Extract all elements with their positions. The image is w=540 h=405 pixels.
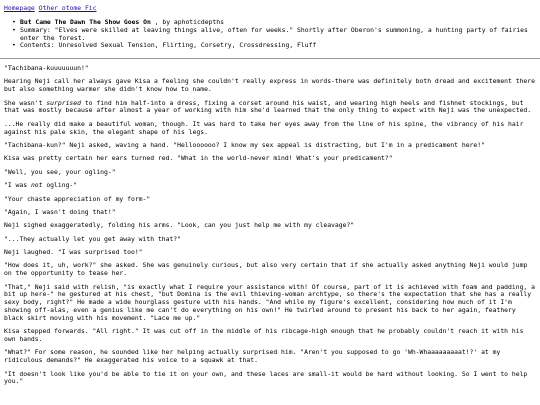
text-run: ogling-" bbox=[42, 181, 78, 190]
text-run: She wasn't bbox=[4, 98, 47, 107]
story-metadata bbox=[20, 19, 530, 50]
paragraph: "It doesn't look like you'd be able to tie it on your own, and these laces are small-it would be hard without looking. So I went to help you." bbox=[4, 369, 528, 386]
contents-text: Unresolved Sexual Tension, Flirting, Corsetry, Crossdressing, Fluff bbox=[58, 41, 317, 50]
homepage-link[interactable]: Homepage bbox=[4, 4, 35, 12]
summary-text: "Elves were skilled at leaving things alive, often for weeks." Shortly after Oberon's summoning, a hunting party of fairies enter the forest. bbox=[20, 25, 528, 42]
paragraph: "Tachibana-kuuuuuuun!" bbox=[4, 64, 89, 72]
paragraph: "Again, I wasn't doing that!" bbox=[4, 207, 116, 216]
author-name: aphoticdepths bbox=[173, 18, 224, 26]
emphasis: not bbox=[30, 181, 43, 190]
divider bbox=[0, 58, 540, 59]
paragraph bbox=[4, 100, 536, 116]
contents-line bbox=[20, 42, 530, 50]
paragraph: "How does it, uh, work?" she asked. She was genuinely curious, but also very certain that if she actually asked anything Neji would jump on the opportunity to tease her. bbox=[4, 261, 528, 278]
other-fic-link[interactable]: Other otome Fic bbox=[38, 4, 97, 12]
summary-line bbox=[20, 27, 530, 43]
paragraph: Kisa stepped forwards. "All right." It was cut off in the middle of his ribcage-high enough that he probably couldn't reach it with his own hands. bbox=[4, 327, 524, 344]
top-nav bbox=[4, 5, 101, 13]
paragraph: Neji sighed exaggeratedly, folding his arms. "Look, can you just help me with my cleavage?" bbox=[4, 221, 355, 230]
summary-label: Summary: bbox=[20, 25, 55, 34]
emphasis: surprised bbox=[46, 98, 81, 107]
paragraph: "Tachibana-kun?" Neji asked, waving a hand. "Helloooooo? I know my sex appeal is distracting, but I'm in a predicament here!" bbox=[4, 140, 485, 149]
paragraph: Neji laughed. "I was surprised too!" bbox=[4, 248, 143, 257]
paragraph: "That," Neji said with relish, "is exactly what I require your assistance with! Of course, part of it is achieved with foam and padding, a bit up here-" he gestured at his chest, "but Domina is the evil thieving-woman archtype, so there's the expectation that she has a really sexy body, right?" He made a wide hourglass gesture with his hands. "And while my figure's excellent, considering how much of it I'm showing off-alas, even a genius like me can't do everything on his own!" He twirled around to present his back to her again, feathery black skirt moving with his movement. "Lace me up." bbox=[4, 282, 535, 322]
paragraph: "Your chaste appreciation of my form-" bbox=[4, 194, 151, 203]
text-run: "I was bbox=[4, 181, 31, 190]
paragraph: "...They actually let you get away with that?" bbox=[4, 234, 181, 243]
story-title: But Came The Dawn The Show Goes On bbox=[20, 18, 151, 26]
paragraph: Hearing Neji call her always gave Kisa a feeling she couldn't really express in words-there was definitely both dread and excitement there but also something warmer she didn't know how to name. bbox=[4, 77, 535, 94]
by-prefix: , by bbox=[150, 18, 174, 26]
paragraph: "Well, you see, your ogling-" bbox=[4, 167, 116, 176]
paragraph: Kisa was pretty certain her ears turned red. "What in the world-never mind! What's your predicament?" bbox=[4, 154, 393, 163]
contents-label: Contents: bbox=[20, 41, 59, 50]
story-body bbox=[4, 65, 536, 392]
paragraph bbox=[4, 182, 536, 190]
paragraph: ...He really did make a beautiful woman, though. It was hard to take her eyes away from the line of his spine, the vibrancy of his hair against his pale skin, the elegant shape of his legs. bbox=[4, 119, 524, 136]
text-run: to find him half-into a dress, fixing a corset around his waist, and wearing high heels and fishnet stockings, but that was mostly because after almost a year of working with him she'd learned that the only thing to expect with Neji was the unexpected. bbox=[4, 98, 532, 115]
paragraph: "What?" For some reason, he sounded like her helping actually surprised him. "Aren't you supposed to go 'Wh-Whaaaaaaaaat!?' at my ridiculous demands?" He exaggerated his voice to a squawk at that. bbox=[4, 348, 501, 365]
